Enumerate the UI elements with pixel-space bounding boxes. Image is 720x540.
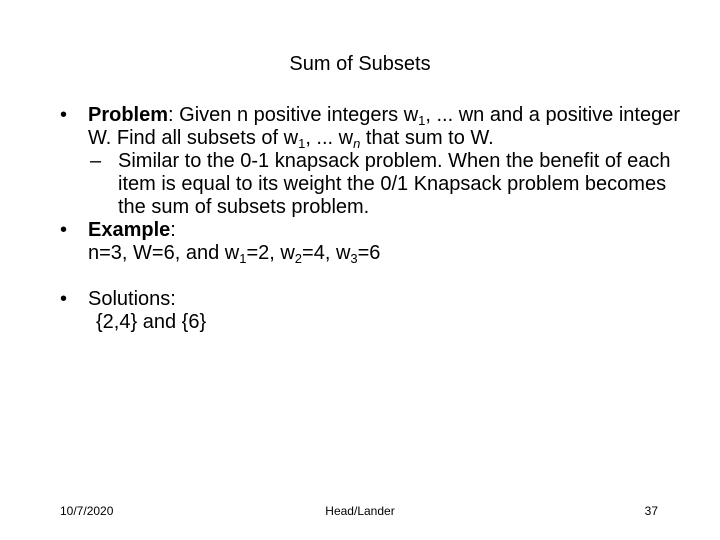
example-line-b: =2, w	[246, 242, 295, 264]
example-sub-2: 2	[294, 251, 303, 266]
bullet-dot: •	[60, 104, 68, 126]
solutions-label: Solutions:	[88, 288, 176, 310]
problem-label: Problem	[88, 104, 169, 126]
bullet-dot: •	[60, 219, 68, 241]
knapsack-text: Similar to the 0-1 knapsack problem. When the benefit of each item is equal to its weight the 0/1 Knapsack problem becomes the sum of subsets problem.	[118, 150, 671, 218]
problem-text-c: , ... w	[305, 127, 354, 149]
example-line-a: n=3, W=6, and w	[88, 242, 240, 264]
problem-text-d: that sum to W.	[360, 127, 494, 149]
example-sub-3: 3	[350, 251, 358, 266]
bullet-solutions	[60, 288, 680, 334]
spacer	[60, 265, 680, 288]
example-sub-1: 1	[239, 251, 247, 266]
problem-sub-a: 1	[418, 113, 426, 128]
bullet-example	[60, 219, 680, 265]
problem-text-a: : Given n positive integers w	[168, 104, 419, 126]
footer-author: Head/Lander	[325, 504, 395, 518]
footer-page-number: 37	[644, 504, 658, 518]
example-line-c: =4, w	[302, 242, 351, 264]
slide-body	[60, 104, 680, 334]
slide-title: Sum of Subsets	[289, 53, 431, 75]
bullet-dot: •	[60, 288, 68, 310]
bullet-problem	[60, 104, 680, 150]
problem-sub-b: 1	[298, 136, 306, 151]
subbullet-knapsack	[60, 150, 680, 219]
example-colon: :	[170, 219, 176, 241]
solutions-line: {2,4} and {6}	[96, 311, 207, 333]
problem-text-b: , ... wn and a positive integer W. Find all subsets of w	[88, 104, 680, 149]
footer-date: 10/7/2020	[60, 504, 114, 518]
example-line-d: =6	[357, 242, 381, 264]
sub-dash: –	[90, 150, 102, 172]
example-label: Example	[88, 219, 171, 241]
problem-sub-c: n	[353, 136, 361, 151]
